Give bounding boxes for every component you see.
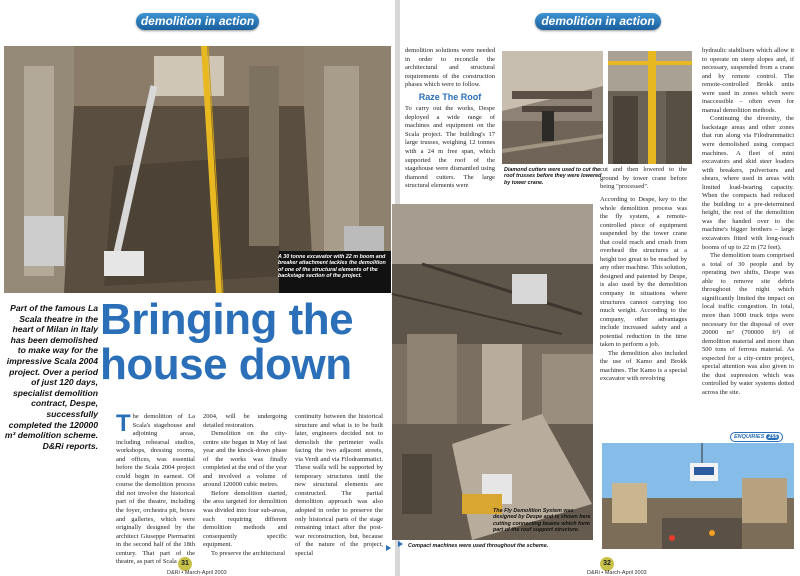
- photo-tower-crane: [608, 51, 692, 164]
- page-footer: D&Ri • March-April 2003: [167, 570, 227, 576]
- caption-pointer-icon: [398, 541, 403, 547]
- body-paragraph: To preserve the architectural: [211, 549, 286, 557]
- section-tag: demolition in action: [535, 13, 661, 30]
- body-paragraph: continuity between the historical structure and what is to be built later, engineers decided not to demolish the perimeter walls facing the two adjacent streets, via Verdi and via Filodrammatici. These walls will be supported by temporary structures until the new structural elements are constructed. The partial demolition approach was also adopted in order to preserve the only historical parts of the stage remaining intact after the post-war reconstruction, but, because of the nature of the project, special: [295, 413, 383, 557]
- standfirst: Part of the famous La Scala theatre in the heart of Milan in Italy has been demolished to make way for the impressive Scala 2004 project. Over a period of just 120 days, specialist demolition contract, Despe, successfully completed the 120000 m³ demolition scheme. D&Ri reports.: [4, 303, 98, 451]
- body-column-2: [203, 413, 287, 561]
- page-number: 31: [178, 557, 192, 571]
- drop-cap: T: [116, 410, 131, 437]
- left-page: [0, 0, 395, 576]
- body-paragraph: Demolition on the city-centre site began in May of last year and the knock-down phase of the works was finally completed at the end of the year and involved a volume of around 120000 cubic metres.: [203, 430, 287, 489]
- right-page: [400, 0, 800, 576]
- body-paragraph: cut and then lowered to the ground by tower crane before being "processed".: [600, 166, 687, 191]
- photo-diamond-cutters: [502, 51, 603, 164]
- photo-diamond-cutters-image: [502, 51, 603, 164]
- page-number: 32: [600, 557, 614, 571]
- body-paragraph: Continuing the diversity, the backstage areas and other zones that run along via Filodrammatici were demolished using compact machines. A fleet of mini excavators and skid steer loaders with breakers, pulverisers and shears, where used in areas with limited load-bearing capacity. When the compacts had reduced the building to a pre-determined height, the rest of the demolition was the handed over to the machine's bigger brothers – large excavators fitted with long-reach booms of up to 22 m (72 feet).: [702, 115, 794, 251]
- photo-caption: A 30 tonne excavator with 22 m boom and breaker attachment tackles the demolition of one of the structural elements of the backstage section of the project.: [278, 254, 386, 280]
- enquiries-number: 255: [768, 434, 778, 440]
- body-paragraph: hydraulic stabilisers which allow it to operate on steep slopes and, if necessary, suspended from a crane and by remote control. The remote-controlled Brokk units were used in zones which were inaccessible – often even for manual demolition methods.: [702, 47, 794, 114]
- photo-caption-compact-machines: Compact machines were used throughout the scheme.: [408, 543, 549, 549]
- body-paragraph: demolition solutions were needed in order to reconcile the architectural and structural requirements of the construction phases which were to follow.: [405, 47, 495, 89]
- body-column-4: [405, 47, 495, 197]
- continue-arrow-icon: [386, 545, 391, 551]
- body-paragraph: The demolition team comprised a total of 30 people and by operating two shifts, Despe was able to remove site debris throughout the night which significantly limited the impact on local traffic congestion. In total, more than 1000 truck trips were necessary for the disposal of over 20000 m³ (700000 ft³) of demolition material and more than 500 tons of ferrous material. As expected for a city-centre project, special attention was also given to the dust supression which was controlled by water systems dotted across the site.: [702, 252, 794, 396]
- photo-fly-demolition-system: [392, 204, 593, 540]
- photo-compact-machines-lift: [602, 443, 794, 549]
- body-paragraph: 2004, will be undergoing detailed restoration.: [203, 413, 287, 429]
- section-tag: demolition in action: [136, 13, 259, 30]
- page-headline: Bringing the house down: [100, 295, 354, 389]
- subhead-raze-the-roof: Raze The Roof: [418, 91, 482, 102]
- body-column-7: [702, 47, 794, 430]
- enquiries-badge: [730, 432, 783, 442]
- body-paragraph: According to Despe, key to the whole demolition process was the fly system, a remote-controlled piece of equipment suspended by the tower crane that could reach and crush from overhead the structures at a height too great to be reached by any other machine. This solution, designed and patented by Despe, is also used by the demolition company in situations where structures cannot carrying too much weight. According to the company, other advantages include increased safety and a potential reduction in the time taken to perform a job.: [600, 196, 687, 349]
- enquiries-label: ENQUIRIES: [734, 434, 765, 440]
- page-footer: D&Ri • March-April 2003: [587, 570, 647, 576]
- body-paragraph: To carry out the works, Despe deployed a wide range of machines and equipment on the Scala project. The building's 17 large trusses, weighing 12 tonnes with a 24 m free span, which supported the roof of the stagehouse were dismantled using diamond cutters. The large structural elements were: [405, 105, 495, 190]
- photo-caption-diamond-cutters: Diamond cutters were used to cut the roof trusses before they were lowered by tower crane.: [504, 167, 602, 186]
- body-paragraph: The demolition also included the use of Kamo and Brokk machines. The Kamo is a special excavator with revolving: [600, 349, 687, 383]
- body-column-5: [600, 166, 687, 194]
- body-paragraph: Before demolition started, the area targeted for demolition was divided into four sub-areas, each requiring different demolition methods and consequently specific equipment.: [203, 489, 287, 549]
- photo-tower-crane-image: [608, 51, 692, 164]
- photo-fly-demolition-system-image: [392, 204, 593, 540]
- photo-compact-machines-lift-image: [602, 443, 794, 549]
- body-column-3: [295, 413, 383, 561]
- photo-caption-fly-demolition: The Fly Demolition System was designed by Despe and is shown here cutting connecting beams which form part of the roof support structure.: [493, 508, 591, 534]
- body-paragraph: The demolition of La Scala's stagehouse and adjoining areas, including rehearsal studios, workshops, dressing rooms, and offices, was essential before the Scala 2004 project could begin in earnest. Of course the demolition process did not involve the historical part of the theatre, including the foyer, orchestra pit, boxes and galleries, which were originally designed by the architect Giuseppe Piermarini in the second half of the 18th century. That part of the theatre, as part of Scala: [116, 410, 195, 566]
